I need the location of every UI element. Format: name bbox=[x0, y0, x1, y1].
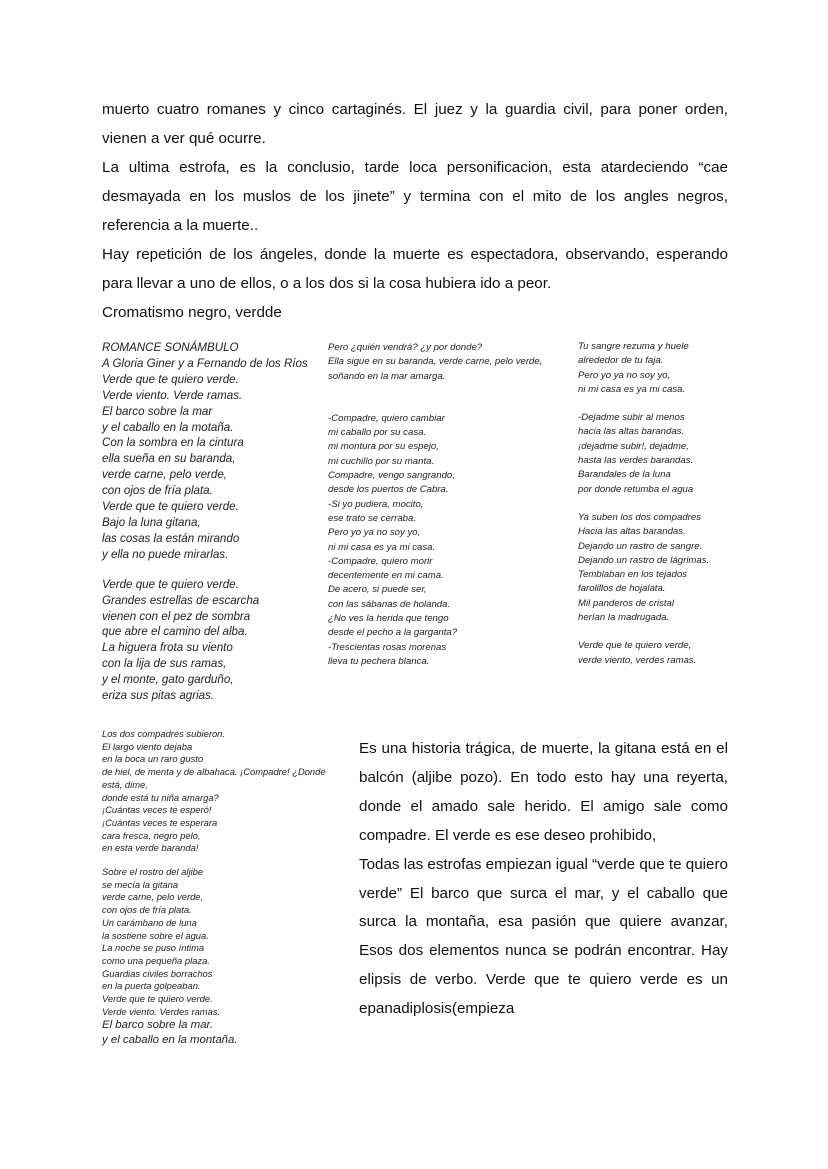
poem-line: Dejando un rastro de sangre. bbox=[578, 540, 703, 552]
poem-line: Temblaban en los tejados bbox=[578, 569, 687, 581]
poem-line: Verde viento. Verde ramas. bbox=[102, 388, 243, 402]
poem-line: con la lija de sus ramas, bbox=[102, 657, 227, 671]
poem-line: está, dime, bbox=[102, 778, 148, 790]
poem-line: -Compadre, quiero morir bbox=[328, 555, 433, 567]
poem-line: vienen con el pez de sombra bbox=[102, 609, 251, 623]
poem-line: De acero, si puede ser, bbox=[328, 584, 427, 596]
poem-stanza bbox=[578, 639, 709, 668]
poem-line: Con la sombra en la cintura bbox=[102, 436, 244, 450]
poem-line: en esta verde baranda! bbox=[102, 842, 199, 854]
poem-line: Ella sigue en su baranda, verde carne, pelo verde, bbox=[328, 356, 543, 368]
poem-column-4 bbox=[102, 728, 326, 1048]
poem-line: ese trato se cerraba. bbox=[328, 512, 416, 524]
poem-line: farolillos de hojalata. bbox=[578, 583, 666, 595]
poem-line: mi montura por su espejo, bbox=[328, 441, 439, 453]
poem-line: y ella no puede mirarlas. bbox=[102, 547, 229, 561]
poem-line: verde viento, verdes ramas. bbox=[578, 654, 697, 666]
poem-line: decentemente en mi cama. bbox=[328, 570, 444, 582]
poem-line: ¡Cuántas veces te esperara bbox=[102, 816, 218, 828]
poem-stanza bbox=[102, 866, 326, 1018]
poem-line: ni mi casa es ya mi casa. bbox=[328, 541, 436, 553]
poem-line: -Compadre, quiero cambiar bbox=[328, 412, 445, 424]
poem-column-2 bbox=[328, 341, 542, 669]
stanza-gap bbox=[578, 497, 709, 511]
poem-line: Verde que te quiero verde. bbox=[102, 577, 239, 591]
stanza-gap bbox=[102, 563, 308, 577]
poem-line: y el monte, gato garduño, bbox=[102, 673, 234, 687]
poem-line: Pero yo ya no soy yo, bbox=[328, 527, 421, 539]
poem-line: Grandes estrellas de escarcha bbox=[102, 593, 260, 607]
poem-line: Sobre el rostro del aljibe bbox=[102, 866, 204, 878]
poem-line: con ojos de fría plata. bbox=[102, 484, 213, 498]
poem-line: soñando en la mar amarga. bbox=[328, 370, 446, 382]
poem-line: -Si yo pudiera, mocito, bbox=[328, 498, 424, 510]
poem-line: mi cuchillo por su manta. bbox=[328, 455, 435, 467]
poem-line: con las sábanas de holanda. bbox=[328, 598, 451, 610]
poem-line: Verde que te quiero verde. bbox=[102, 993, 213, 1005]
poem-line: desde los puertos de Cabra. bbox=[328, 484, 449, 496]
poem-line: ¿No ves la herida que tengo bbox=[328, 613, 449, 625]
poem-line: ni mi casa es ya mi casa. bbox=[578, 383, 686, 395]
poem-line: Hacia las altas barandas. bbox=[578, 526, 686, 538]
poem-line: Compadre, vengo sangrando, bbox=[328, 470, 455, 482]
poem-line: eriza sus pitas agrias. bbox=[102, 689, 215, 703]
paragraph: Es una historia trágica, de muerte, la gitana está en el balcón (aljibe pozo). En todo esto hay una reyerta, donde el amado sale herido. El amigo sale como compadre. El verde es ese deseo prohibido, bbox=[359, 740, 728, 844]
intro-text bbox=[102, 95, 728, 327]
poem-stanza bbox=[578, 511, 709, 625]
poem-line: La noche se puso íntima bbox=[102, 942, 205, 954]
poem-line: Pero yo ya no soy yo, bbox=[578, 369, 671, 381]
poem-stanza bbox=[578, 340, 709, 397]
poem-line: ¡dejadme subir!, dejadme, bbox=[578, 440, 689, 452]
stanza-gap bbox=[328, 384, 542, 412]
poem-line: -Trescientas rosas morenas bbox=[328, 641, 447, 653]
poem-line: verde carne, pelo verde, bbox=[102, 468, 228, 482]
poem-line: desde el pecho a la garganta? bbox=[328, 627, 458, 639]
poem-line: que abre el camino del alba. bbox=[102, 625, 248, 639]
poem-line: alrededor de tu faja. bbox=[578, 355, 664, 367]
poem-line: cara fresca, negro pelo, bbox=[102, 829, 201, 841]
poem-line: Bajo la luna gitana, bbox=[102, 515, 201, 529]
poem-line: Ya suben los dos compadres bbox=[578, 511, 702, 523]
poem-line: ella sueña en su baranda, bbox=[102, 452, 236, 466]
poem-column-1 bbox=[102, 340, 308, 704]
poem-line: de hiel, de menta y de albahaca. ¡Compadre! ¿Donde bbox=[102, 766, 326, 778]
poem-line: Tu sangre rezuma y huele bbox=[578, 341, 689, 352]
poem-line: Verde que te quiero verde, bbox=[578, 640, 692, 652]
analysis-text bbox=[359, 735, 728, 1024]
poem-line: se mecía la gitana bbox=[102, 878, 179, 890]
poem-line: Dejando un rastro de lágrimas. bbox=[578, 554, 710, 566]
poem-line: Barandales de la luna bbox=[578, 469, 671, 481]
poem-line: con ojos de fría plata. bbox=[102, 904, 192, 916]
poem-line: mi caballo por su casa. bbox=[328, 427, 427, 439]
poem-line: la sostiene sobre el agua. bbox=[102, 929, 209, 941]
poem-stanza bbox=[578, 411, 709, 497]
poem-line: y el caballo en la montaña. bbox=[102, 1034, 238, 1047]
paragraph: Todas las estrofas empiezan igual “verde que te quiero verde” El barco que surca el mar, y el caballo que surca la montaña, esa pasión que quiere avanzar, Esos dos elementos nunca se podrán encontrar. Hay elipsis de verbo. Verde que te quiero verde es un epanadiplosis(empieza bbox=[359, 855, 728, 1018]
stanza-gap bbox=[578, 625, 709, 639]
poem-line: hasta las verdes barandas. bbox=[578, 455, 694, 467]
poem-line: y el caballo en la motaña. bbox=[102, 420, 234, 434]
poem-line: Verde que te quiero verde. bbox=[102, 500, 239, 514]
paragraph: Cromatismo negro, verdde bbox=[102, 304, 282, 321]
poem-title: ROMANCE SONÁMBULO bbox=[102, 341, 239, 354]
stanza-gap bbox=[578, 397, 709, 411]
poem-line: ¡Cuántas veces te esperó! bbox=[102, 804, 212, 816]
poem-line: las cosas la están mirando bbox=[102, 531, 240, 545]
poem-line: en la boca un raro gusto bbox=[102, 753, 204, 765]
poem-column-3 bbox=[578, 340, 709, 668]
poem-stanza bbox=[102, 577, 308, 704]
paragraph: muerto cuatro romanes y cinco cartaginés. El juez y la guardia civil, para poner orden, vienen a ver qué ocurre. bbox=[102, 101, 728, 147]
poem-line: por donde retumba el agua bbox=[578, 483, 694, 495]
poem-line: El barco sobre la mar. bbox=[102, 1019, 213, 1032]
poem-stanza bbox=[102, 728, 326, 855]
poem-line: Mil panderos de cristal bbox=[578, 597, 674, 609]
poem-line: Los dos compadres subieron. bbox=[102, 728, 225, 739]
poem-line: La higuera frota su viento bbox=[102, 641, 233, 655]
poem-line: verde carne, pelo verde, bbox=[102, 891, 204, 903]
poem-dedication: A Gloria Giner y a Fernando de los Ríos bbox=[102, 356, 308, 370]
poem-line: Verde que te quiero verde. bbox=[102, 372, 239, 386]
poem-line: como una pequeña plaza. bbox=[102, 954, 210, 966]
poem-line: lleva tu pechera blanca. bbox=[328, 655, 430, 667]
poem-line: donde está tu niña amarga? bbox=[102, 791, 219, 803]
poem-line: herían la madrugada. bbox=[578, 612, 670, 624]
poem-line: El barco sobre la mar bbox=[102, 404, 213, 418]
poem-stanza bbox=[102, 372, 308, 563]
poem-line: Verde viento. Verdes ramas. bbox=[102, 1005, 221, 1017]
poem-line: Guardias civiles borrachos bbox=[102, 967, 213, 979]
poem-line: en la puerta golpeaban. bbox=[102, 980, 201, 992]
poem-line: hacia las altas barandas. bbox=[578, 426, 685, 438]
poem-line: Pero ¿quién vendrá? ¿y por donde? bbox=[328, 342, 483, 353]
poem-stanza bbox=[328, 412, 542, 669]
poem-line: El largo viento dejaba bbox=[102, 740, 193, 752]
paragraph: La ultima estrofa, es la conclusio, tarde loca personificacion, esta atardeciendo “cae desmayada en los muslos de los jinete” y termina con el mito de los angles negros, referencia a la muerte.. bbox=[102, 159, 728, 234]
poem-stanza bbox=[328, 341, 542, 384]
poem-stanza bbox=[102, 1018, 326, 1048]
stanza-gap bbox=[102, 855, 326, 866]
paragraph: Hay repetición de los ángeles, donde la muerte es espectadora, observando, esperando para llevar a uno de ellos, o a los dos si la cosa hubiera ido a peor. bbox=[102, 246, 728, 292]
poem-line: Un carámbano de luna bbox=[102, 916, 197, 928]
poem-line: -Dejadme subir al menos bbox=[578, 412, 685, 424]
